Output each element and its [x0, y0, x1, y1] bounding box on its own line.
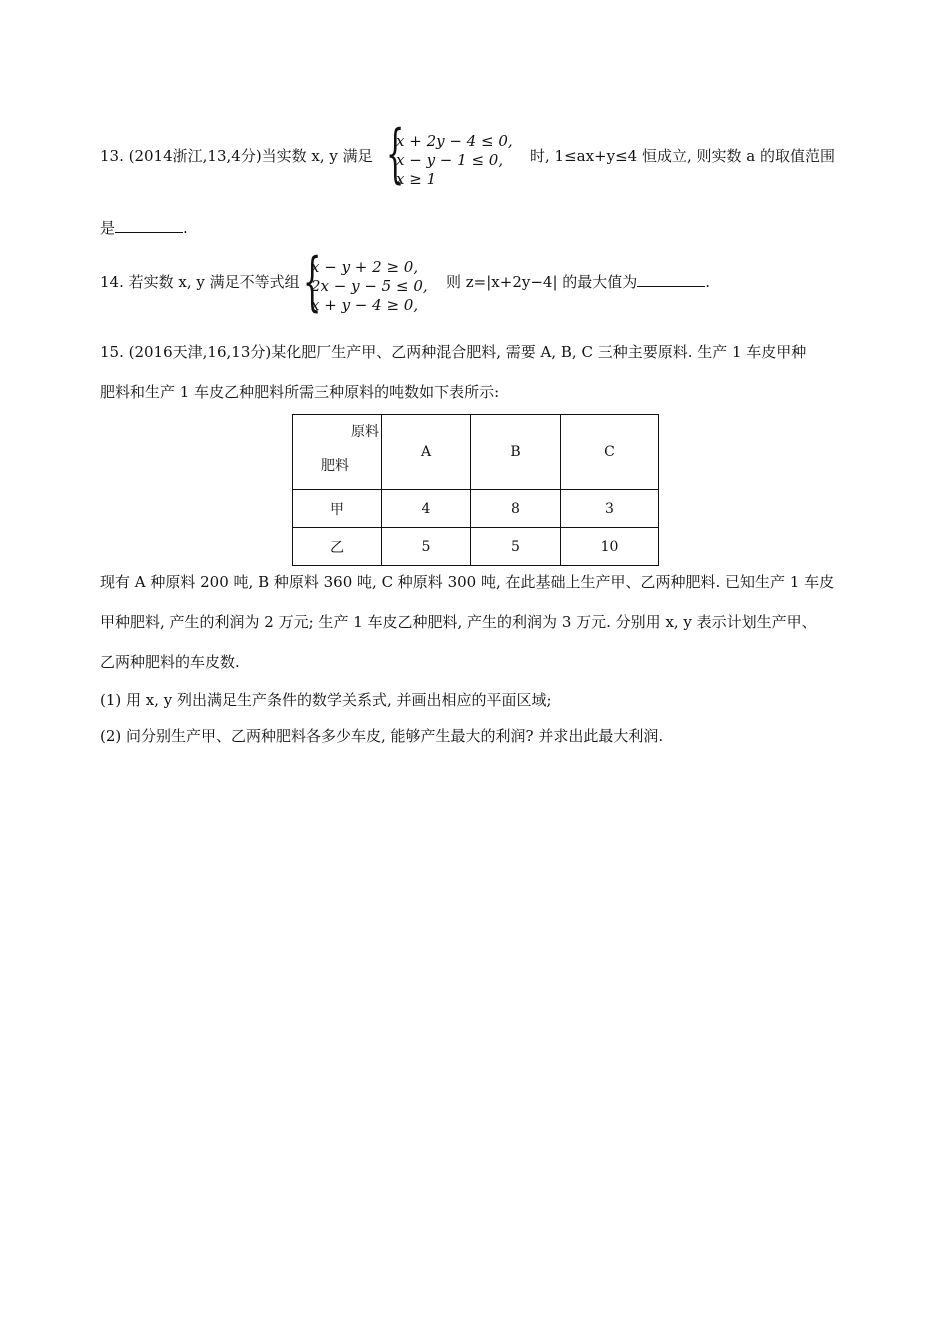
q13-ineq-1: x + 2y − 4 ≤ 0, — [396, 132, 513, 150]
q15-part1: (1) 用 x, y 列出满足生产条件的数学关系式, 并画出相应的平面区域; — [100, 691, 552, 709]
q13-ineq-2: x − y − 1 ≤ 0, — [396, 151, 504, 169]
q13-line2 — [100, 218, 188, 238]
q15-line3: 现有 A 种原料 200 吨, B 种原料 360 吨, C 种原料 300 吨, 在此基础上生产甲、乙两种肥料. 已知生产 1 车皮 — [100, 573, 835, 591]
q14-end: . — [705, 273, 711, 291]
q13-suffix-line — [530, 146, 835, 166]
table-row — [293, 490, 659, 528]
q14-ineq-2: 2x − y − 5 ≤ 0, — [311, 277, 428, 295]
table-cell: 8 — [471, 490, 561, 528]
q13-brace: { — [386, 117, 405, 191]
q14-suffix: 则 z=|x+2y−4| 的最大值为 — [446, 273, 638, 291]
row-label: 乙 — [293, 528, 382, 566]
table-cell: 10 — [561, 528, 659, 566]
table-cell: 4 — [382, 490, 471, 528]
q13-prefix: 13. (2014浙江,13,4分)当实数 x, y 满足 — [100, 147, 373, 165]
row-label: 甲 — [293, 490, 382, 528]
table-header-row — [293, 415, 659, 490]
q14-ineq-3: x + y − 4 ≥ 0, — [311, 296, 419, 314]
q14-line1 — [100, 272, 300, 292]
q13-line2-suffix: . — [183, 219, 188, 237]
column-header-b: B — [471, 415, 561, 490]
table-cell: 3 — [561, 490, 659, 528]
table-row — [293, 528, 659, 566]
raw-material-table — [292, 414, 659, 566]
q14-ineq-1: x − y + 2 ≥ 0, — [311, 258, 419, 276]
q15-line1: 15. (2016天津,16,13分)某化肥厂生产甲、乙两种混合肥料, 需要 A, B, C 三种主要原料. 生产 1 车皮甲种 — [100, 343, 807, 361]
table-cell: 5 — [382, 528, 471, 566]
q13-line2-prefix: 是 — [100, 219, 116, 237]
table-corner-cell — [293, 415, 382, 490]
q13-ineq-3: x ≥ 1 — [396, 170, 437, 188]
q15-part2: (2) 问分别生产甲、乙两种肥料各多少车皮, 能够产生最大的利润? 并求出此最大利润. — [100, 727, 664, 745]
q14-suffix-line — [446, 272, 710, 292]
q13-line1 — [100, 146, 373, 166]
corner-top-label: 原料 — [351, 424, 379, 440]
q15-line2: 肥料和生产 1 车皮乙种肥料所需三种原料的吨数如下表所示: — [100, 383, 500, 401]
q14-answer-blank[interactable] — [637, 272, 705, 287]
column-header-a: A — [382, 415, 471, 490]
table-cell: 5 — [471, 528, 561, 566]
q15-line4: 甲种肥料, 产生的利润为 2 万元; 生产 1 车皮乙种肥料, 产生的利润为 3 万元. 分别用 x, y 表示计划生产甲、 — [100, 613, 817, 631]
q14-prefix: 14. 若实数 x, y 满足不等式组 — [100, 273, 300, 291]
column-header-c: C — [561, 415, 659, 490]
q13-suffix: 时, 1≤ax+y≤4 恒成立, 则实数 a 的取值范围 — [530, 147, 835, 165]
q13-answer-blank[interactable] — [115, 218, 183, 233]
corner-bottom-label: 肥料 — [321, 458, 349, 474]
q14-brace: { — [303, 245, 322, 319]
q15-line5: 乙两种肥料的车皮数. — [100, 653, 240, 671]
